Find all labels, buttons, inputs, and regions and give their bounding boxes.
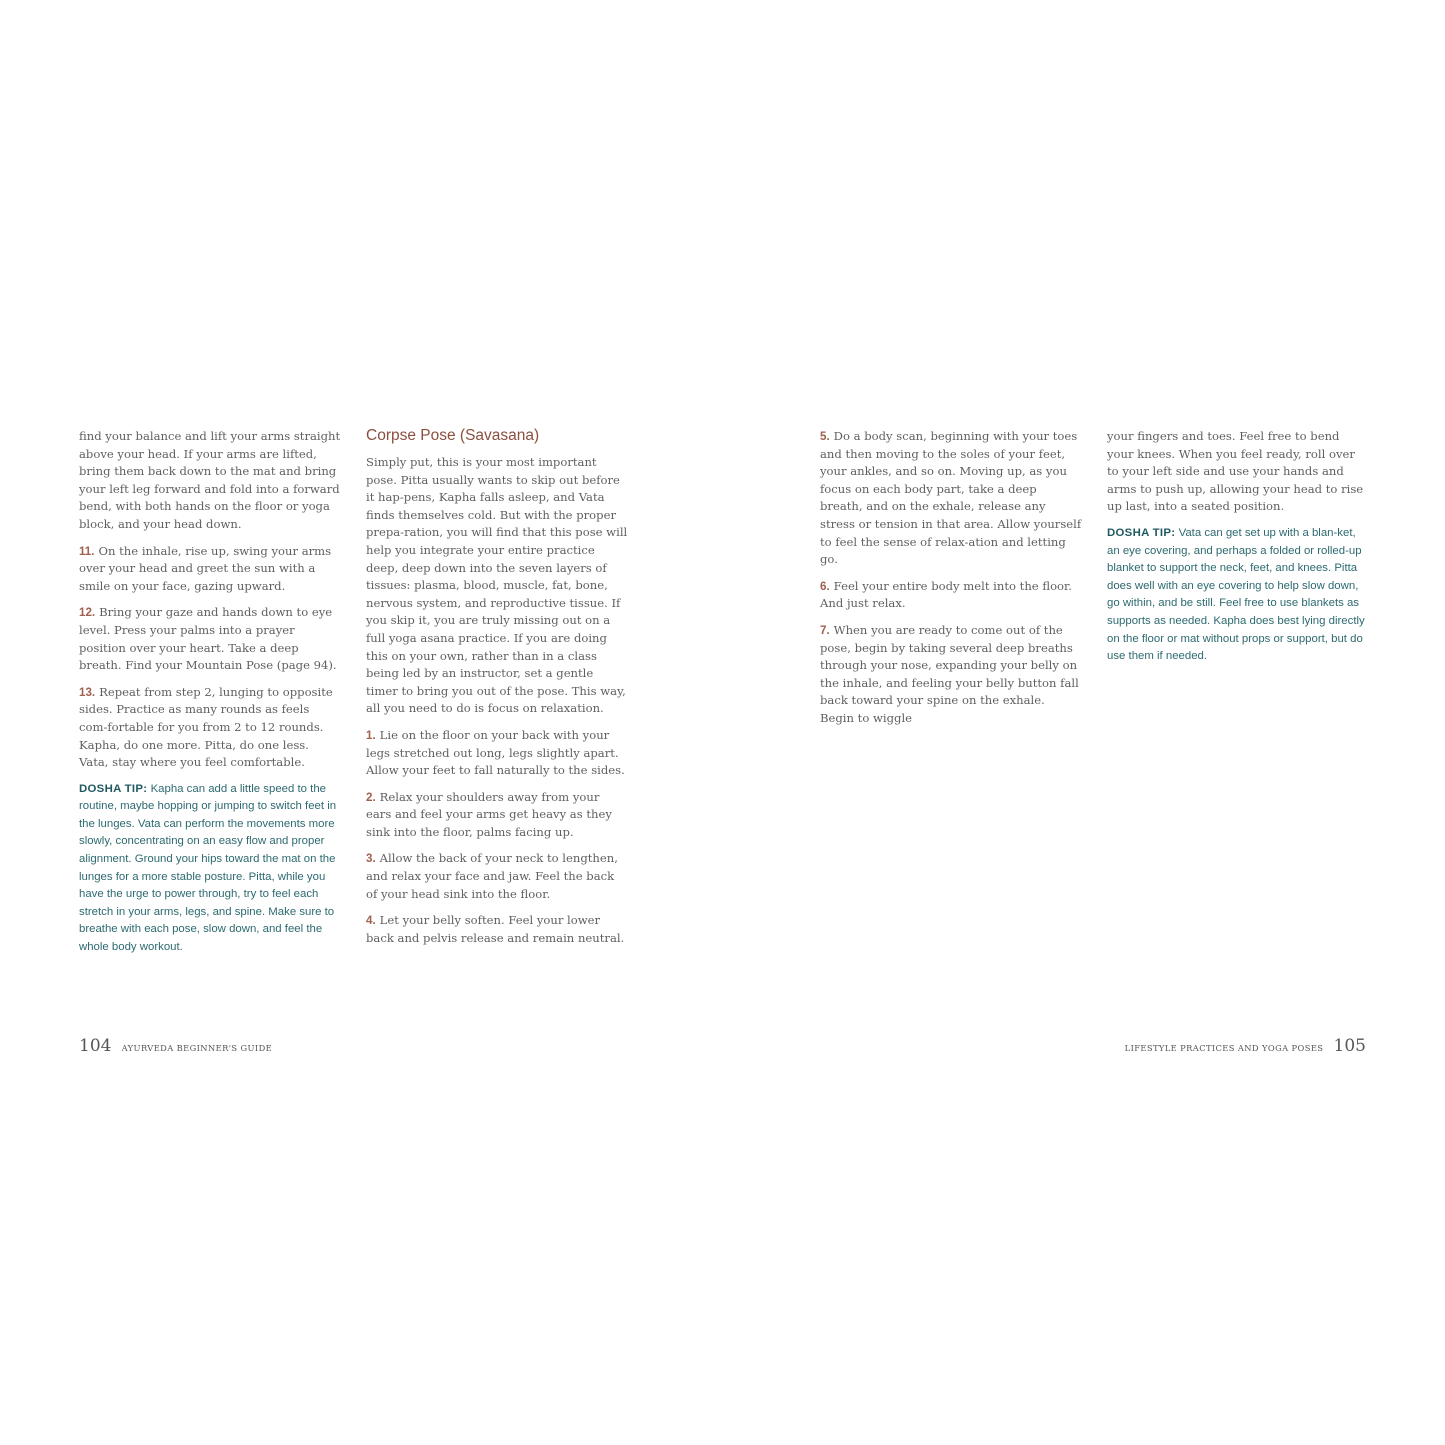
left-column-1 xyxy=(79,428,341,966)
step-text: Repeat from step 2, lunging to opposite sides. Practice as many rounds as feels com-fortable for you from 2 to 12 rounds. Kapha, do one more. Pitta, do one less. Vata, stay where you feel comfortable. xyxy=(79,684,333,770)
step-number: 3. xyxy=(366,852,376,866)
step-4 xyxy=(366,912,628,947)
step-11 xyxy=(79,543,341,596)
right-column-1 xyxy=(820,428,1082,737)
step-number: 11. xyxy=(79,544,95,558)
step-number: 1. xyxy=(366,728,376,742)
left-column-2 xyxy=(366,428,628,956)
dosha-tip-text: Vata can get set up with a blan-ket, an eye covering, and perhaps a folded or rolled-up blanket to support the neck, feet, and knees. Pitta does well with an eye covering to help slow down, go within, and be still. Feel free to use blankets as supports as needed. Kapha does best lying directly on the floor or mat without props or support, but do use them if needed. xyxy=(1107,526,1365,663)
step-7 xyxy=(820,622,1082,728)
step-text: Relax your shoulders away from your ears and feel your arms get heavy as they sink into the floor, palms facing up. xyxy=(366,789,612,839)
dosha-tip-text: Kapha can add a little speed to the routine, maybe hopping or jumping to switch feet in the lunges. Vata can perform the movements more slowly, concentrating on an easy flow and proper alignment. Ground your hips toward the mat on the lunges for a more stable posture. Pitta, while you have the urge to power through, try to feel each stretch in your arms, legs, and spine. Make sure to breathe with each pose, slow down, and feel the whole body workout. xyxy=(79,782,337,954)
step-number: 5. xyxy=(820,430,830,443)
page-number: 105 xyxy=(1333,1036,1366,1056)
step-text: Allow the back of your neck to lengthen, and relax your face and jaw. Feel the back of your head sink into the floor. xyxy=(366,851,618,901)
dosha-tip-label: DOSHA TIP: xyxy=(1107,526,1176,539)
step-12 xyxy=(79,604,341,674)
step-6 xyxy=(820,578,1082,613)
step-5 xyxy=(820,428,1082,569)
step-number: 4. xyxy=(366,914,376,928)
dosha-tip xyxy=(79,781,341,957)
step-number: 6. xyxy=(820,579,830,593)
left-folio xyxy=(79,1036,272,1056)
step-number: 13. xyxy=(79,685,96,699)
paragraph: Simply put, this is your most important pose. Pitta usually wants to skip out before it hap-pens, Kapha falls asleep, and Vata finds themselves cold. But with the proper prepa-ration, you will find that this pose will help you integrate your entire practice deep, deep down into the seven layers of tissues: plasma, blood, muscle, fat, bone, nervous system, and reproductive tissue. If you skip it, you are truly missing out on a full yoga asana practice. If you are doing this on your own, rather than in a class being led by an instructor, set a gentle timer to bring you out of the pose. This way, all you need to do is focus on relaxation. xyxy=(366,455,628,716)
step-text: Let your belly soften. Feel your lower back and pelvis release and remain neutral. xyxy=(366,913,625,945)
step-text: On the inhale, rise up, swing your arms over your head and greet the sun with a smile on your face, gazing upward. xyxy=(79,543,332,593)
step-3 xyxy=(366,850,628,903)
step-number: 2. xyxy=(366,790,376,804)
step-13 xyxy=(79,684,341,772)
dosha-tip xyxy=(1107,525,1369,666)
right-column-2 xyxy=(1107,428,1369,675)
step-2 xyxy=(366,789,628,842)
step-text: Bring your gaze and hands down to eye level. Press your palms into a prayer position over your heart. Take a deep breath. Find your Mountain Pose (page 94). xyxy=(79,605,337,673)
step-number: 7. xyxy=(820,623,830,637)
step-1 xyxy=(366,727,628,780)
step-text: Feel your entire body melt into the floor. And just relax. xyxy=(820,578,1072,611)
step-text: Do a body scan, beginning with your toes and then moving to the soles of your feet, your ankles, and so on. Moving up, as you focus on each body part, take a deep breath, and on the exhale, release any stress or tension in that area. Allow yourself to feel the sense of relax-ation and letting go. xyxy=(820,429,1082,567)
paragraph: your fingers and toes. Feel free to bend your knees. When you feel ready, roll over to your left side and use your hands and arms to push up, allowing your head to rise up last, into a seated position. xyxy=(1107,429,1364,514)
step-number: 12. xyxy=(79,606,96,620)
step-text: When you are ready to come out of the pose, begin by taking several deep breaths through your nose, expanding your belly on the inhale, and feeling your belly button fall back toward your spine on the exhale. Begin to wiggle xyxy=(820,622,1079,725)
right-folio xyxy=(1125,1036,1366,1056)
running-head: AYURVEDA BEGINNER'S GUIDE xyxy=(121,1043,273,1053)
section-heading: Corpse Pose (Savasana) xyxy=(366,427,540,444)
paragraph: find your balance and lift your arms straight above your head. If your arms are lifted, bring them back down to the mat and bring your left leg forward and fold into a forward bend, with both hands on the floor or yoga block, and your head down. xyxy=(79,429,341,531)
running-head: LIFESTYLE PRACTICES AND YOGA POSES xyxy=(1124,1043,1324,1053)
page-number: 104 xyxy=(79,1036,112,1056)
dosha-tip-label: DOSHA TIP: xyxy=(79,782,148,795)
step-text: Lie on the floor on your back with your legs stretched out long, legs slightly apart. Allow your feet to fall naturally to the sides. xyxy=(366,727,625,778)
